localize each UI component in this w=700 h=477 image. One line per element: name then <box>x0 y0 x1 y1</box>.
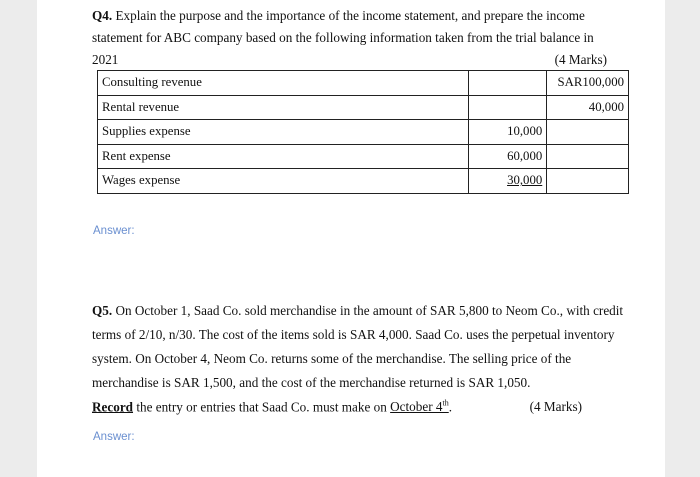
q4-marks: (4 Marks) <box>554 52 607 67</box>
account-cell: Consulting revenue <box>98 71 469 96</box>
debit-cell: 30,000 <box>507 173 543 188</box>
account-cell: Rental revenue <box>98 95 469 120</box>
credit-cell: SAR100,000 <box>547 71 629 96</box>
record-date-suffix: th <box>442 399 449 408</box>
credit-cell: 40,000 <box>547 95 629 120</box>
record-date: October 4 <box>390 399 443 415</box>
document-page <box>37 0 665 477</box>
q5-marks: (4 Marks) <box>529 399 582 414</box>
q4-line1: Explain the purpose and the importance of the income statement, and prepare the income <box>112 8 585 23</box>
record-text: the entry or entries that Saad Co. must make on <box>133 399 391 415</box>
credit-cell <box>547 120 629 145</box>
table-row <box>98 169 629 194</box>
table-row <box>98 71 629 96</box>
credit-cell <box>547 144 629 169</box>
table-row <box>98 95 629 120</box>
q5-line4: merchandise is SAR 1,500, and the cost of the merchandise returned is SAR 1,050. <box>92 375 531 390</box>
trial-balance-table <box>97 70 629 194</box>
record-instruction <box>92 399 582 415</box>
credit-cell <box>547 169 629 194</box>
account-cell: Supplies expense <box>98 120 469 145</box>
account-cell: Wages expense <box>98 169 469 194</box>
q4-line2: statement for ABC company based on the following information taken from the trial balance in <box>92 30 594 45</box>
debit-cell <box>469 95 547 120</box>
table-row <box>98 144 629 169</box>
question-5 <box>92 299 632 395</box>
account-cell: Rent expense <box>98 144 469 169</box>
answer-label-1: Answer: <box>93 225 135 237</box>
table-row <box>98 120 629 145</box>
record-end: . <box>448 399 453 415</box>
record-word: Record <box>92 399 134 415</box>
q5-line3: system. On October 4, Neom Co. returns some of the merchandise. The selling price of the <box>92 351 572 366</box>
q4-number: Q4. <box>92 8 113 23</box>
answer-label-2: Answer: <box>93 431 135 443</box>
q4-year: 2021 <box>92 52 119 67</box>
q5-number: Q5. <box>92 303 113 318</box>
q5-line1: On October 1, Saad Co. sold merchandise in the amount of SAR 5,800 to Neom Co., with credit <box>112 303 624 318</box>
debit-cell: 10,000 <box>469 120 547 145</box>
debit-cell: 60,000 <box>469 144 547 169</box>
question-4 <box>92 5 612 71</box>
debit-cell <box>469 71 547 96</box>
q5-line2: terms of 2/10, n/30. The cost of the items sold is SAR 4,000. Saad Co. uses the perpetual inventory <box>92 327 615 342</box>
